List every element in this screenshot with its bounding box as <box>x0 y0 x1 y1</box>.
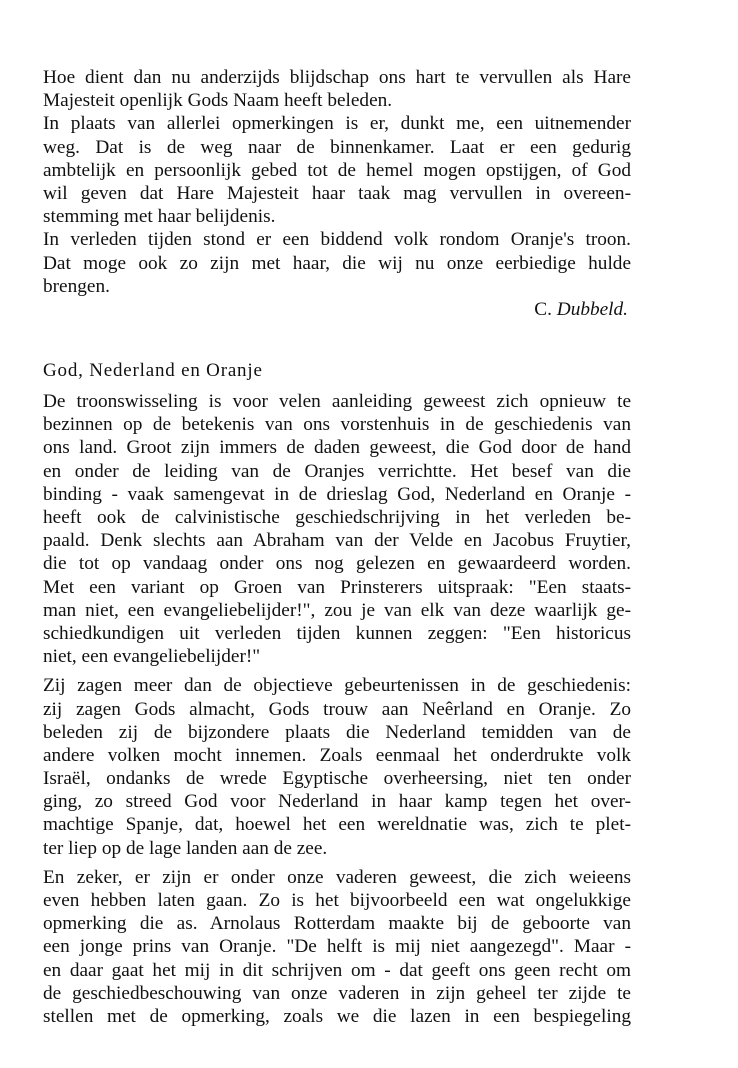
text-line: bezinnen op de betekenis van ons vorstenhuis in de geschiedenis van <box>43 414 631 436</box>
text-line: brengen. <box>43 275 110 297</box>
text-line: ter liep op de lage landen aan de zee. <box>43 837 328 859</box>
text-line: Dat moge ook zo zijn met haar, die wij nu onze eerbiedige hulde <box>43 252 631 274</box>
text-line: stellen met de opmerking, zoals we die lazen in een bespiegeling <box>43 1005 631 1027</box>
paragraph <box>43 674 631 860</box>
text-line: Met een variant op Groen van Prinsterers uitspraak: "Een staats- <box>43 576 631 598</box>
text-line: heeft ook de calvinistische geschiedschrijving in het verleden be- <box>43 507 631 528</box>
text-line: schiedkundigen uit verleden tijden kunnen zeggen: "Een historicus <box>43 622 631 644</box>
text-line: beleden zij de bijzondere plaats die Nederland temidden van de <box>43 721 631 743</box>
article-letter <box>43 66 631 321</box>
text-line: binding - vaak samengevat in de drieslag God, Nederland en Oranje - <box>43 483 631 505</box>
text-line: opmerking die as. Arnolaus Rotterdam maakte bij de geboorte van <box>43 913 631 935</box>
article-god-nederland-oranje <box>43 390 631 1028</box>
paragraph <box>43 66 631 112</box>
text-line: ons land. Groot zijn immers de daden geweest, die God door de hand <box>43 437 631 459</box>
text-line: De troonswisseling is voor velen aanleiding geweest zich opnieuw te <box>43 391 631 413</box>
text-line: ging, zo streed God voor Nederland in haar kamp tegen het over- <box>43 791 631 813</box>
text-line: andere volken mocht innemen. Zoals eenmaal het onderdrukte volk <box>43 744 631 766</box>
text-line: Zij zagen meer dan de objectieve gebeurtenissen in de geschiedenis: <box>43 675 631 697</box>
text-line: En zeker, er zijn er onder onze vaderen geweest, die zich weieens <box>43 866 631 888</box>
text-line: even hebben laten gaan. Zo is het bijvoorbeeld een wat ongelukkige <box>43 890 631 911</box>
paragraph <box>43 228 631 298</box>
text-line: In plaats van allerlei opmerkingen is er, dunkt me, een uitnemender <box>43 113 631 135</box>
text-line: en daar gaat het mij in dit schrijven om - dat geeft ons geen recht om <box>43 959 631 981</box>
signature-name: Dubbeld. <box>556 298 628 320</box>
text-line: Hoe dient dan nu anderzijds blijdschap ons hart te vervullen als Hare <box>43 67 631 88</box>
text-line: man niet, een evangeliebelijder!", zou je van elk van deze waarlijk ge- <box>43 599 631 621</box>
paragraph <box>43 112 631 228</box>
paragraph <box>43 390 631 668</box>
text-line: die tot op vandaag onder ons nog gelezen en gewaardeerd worden. <box>43 553 631 575</box>
text-line: zij zagen Gods almacht, Gods trouw aan Neêrland en Oranje. Zo <box>43 698 631 720</box>
text-line: niet, een evangeliebelijder!" <box>43 646 261 668</box>
signature-initial: C. <box>534 298 552 320</box>
text-line: wil geven dat Hare Majesteit haar taak mag vervullen in overeen- <box>43 182 631 204</box>
section-heading: God, Nederland en Oranje <box>43 360 263 382</box>
text-line: weg. Dat is de weg naar de binnenkamer. Laat er een gedurig <box>43 136 631 158</box>
paragraph <box>43 866 631 1028</box>
text-line: ambtelijk en persoonlijk gebed tot de hemel mogen opstijgen, of God <box>43 159 631 181</box>
text-line: machtige Spanje, dat, hoewel het een wereldnatie was, zich te plet- <box>43 814 631 836</box>
text-line: een jonge prins van Oranje. "De helft is mij niet aangezegd". Maar - <box>43 936 631 958</box>
author-signature <box>43 298 631 321</box>
text-line: Majesteit openlijk Gods Naam heeft beleden. <box>43 90 393 112</box>
text-line: In verleden tijden stond er een biddend volk rondom Oranje's troon. <box>43 229 631 251</box>
text-line: de geschiedbeschouwing van onze vaderen in zijn geheel ter zijde te <box>43 982 631 1004</box>
text-line: stemming met haar belijdenis. <box>43 206 276 228</box>
document-page <box>43 66 631 1028</box>
text-line: paald. Denk slechts aan Abraham van der Velde en Jacobus Fruytier, <box>43 530 631 552</box>
text-line: en onder de leiding van de Oranjes verrichtte. Het besef van die <box>43 460 631 482</box>
text-line: Israël, ondanks de wrede Egyptische overheersing, niet ten onder <box>43 768 631 790</box>
